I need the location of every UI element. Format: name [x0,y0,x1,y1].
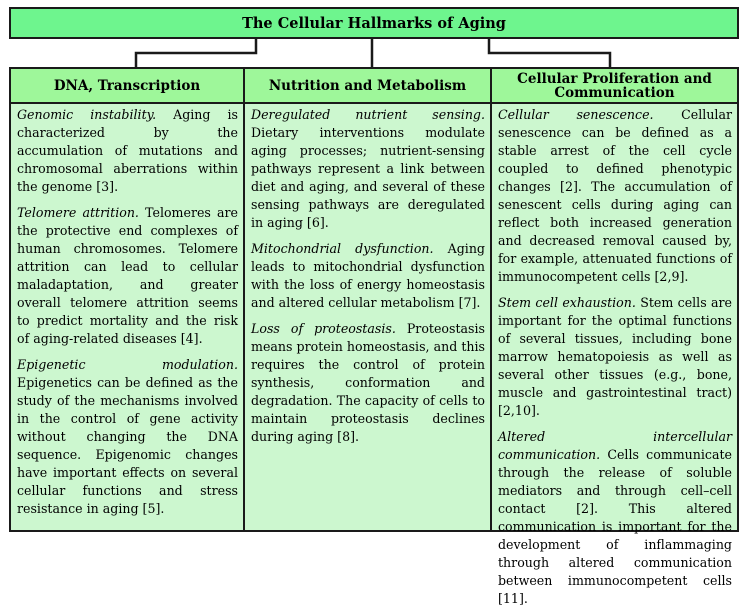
column-body [251,106,485,528]
column-nutrition-metabolism [243,67,492,532]
hallmark-item [17,204,238,348]
connector-right [489,39,610,67]
column-header: DNA, Transcription [11,69,243,104]
hallmark-term: Loss of proteostasis. [251,321,396,336]
hallmark-item [251,320,485,446]
connector-left [136,39,256,67]
hallmark-description: Proteostasis means protein homeostasis, and this requires the control of protein synthesis, conformation and degradation. The capacity of cells to maintain proteostasis declines during aging [8]. [251,321,485,444]
hallmark-description: Aging leads to mitochondrial dysfunction with the loss of energy homeostasis and altered cellular metabolism [7]. [251,241,485,310]
hallmark-term: Stem cell exhaustion. [498,295,636,310]
hallmark-description: Aging is characterized by the accumulation of mutations and chromosomal aberrations within the genome [3]. [17,107,238,194]
hallmark-item [251,106,485,232]
column-cellular-proliferation-communication [490,67,739,606]
hallmark-item [17,356,238,518]
column-header: Cellular Proliferation and Communication [492,69,737,104]
hallmark-term: Deregulated nutrient sensing. [251,107,485,122]
hallmark-description: Telomeres are the protective end complexes of human chromosomes. Telomere attrition can lead to cellular maladaptation, and greater overall telomere attrition seems to predict mortality and the risk of aging-related diseases [4]. [17,205,238,346]
hallmark-item [17,106,238,196]
hallmark-description: Cellular senescence can be defined as a stable arrest of the cell cycle coupled to defined phenotypic changes [2]. The accumulation of senescent cells during aging can reflect both increased generation and decreased removal caused by, for example, attenuated functions of immunocompetent cells [2,9]. [498,107,732,284]
hallmark-term: Cellular senescence. [498,107,654,122]
hallmark-item [498,428,732,608]
hallmark-term: Telomere attrition. [17,205,139,220]
hallmark-item [251,240,485,312]
hallmark-item [498,106,732,286]
hallmark-description: Epigenetics can be defined as the study of the mechanisms involved in the control of gene activity without changing the DNA sequence. Epigenomic changes have important effects on several cellular functions and stress resistance in aging [5]. [17,375,238,516]
hallmark-term: Genomic instability. [17,107,157,122]
hallmark-description: Stem cells are important for the optimal functions of several tissues, including bone marrow hematopoiesis as well as several other tissues (e.g., bone, muscle and gastrointestinal tract) [2,10]. [498,295,732,418]
column-dna-transcription [9,67,245,532]
hallmark-description: Dietary interventions modulate aging processes; nutrient-sensing pathways represent a link between diet and aging, and several of these sensing pathways are deregulated in aging [6]. [251,125,485,230]
column-header: Nutrition and Metabolism [245,69,490,104]
hallmark-description: Cells communicate through the release of soluble mediators and through cell–cell contact [2]. This altered communication is important for the development of inflammaging through altered communication between immunocompetent cells [11]. [498,447,732,606]
diagram-title: The Cellular Hallmarks of Aging [9,7,739,39]
hallmark-term: Epigenetic modulation. [17,357,238,372]
hallmark-term: Mitochondrial dysfunction. [251,241,434,256]
hallmark-item [498,294,732,420]
column-body [17,106,238,528]
column-body [498,106,732,606]
hallmark-term: Altered intercellular communication. [498,429,732,462]
